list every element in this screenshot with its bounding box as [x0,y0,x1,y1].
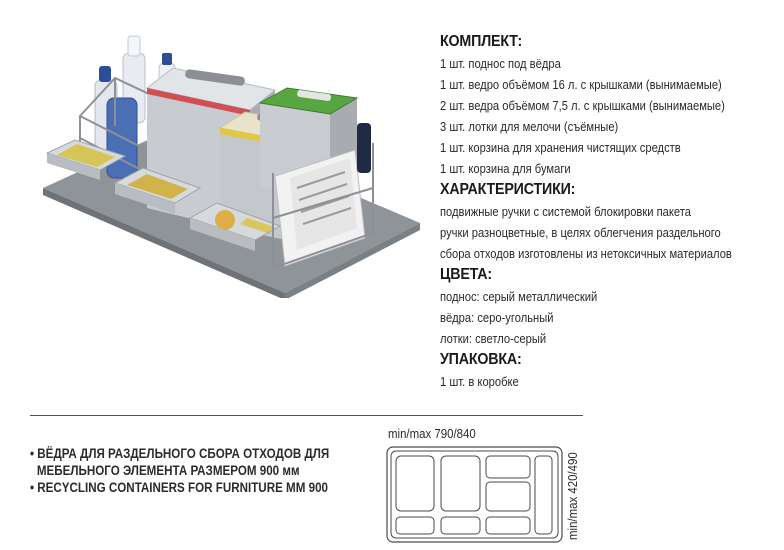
kit-item: 1 шт. корзина для бумаги [440,161,571,176]
product-captions [30,445,390,496]
divider [30,415,583,416]
depth-dimension-label: min/max 420/490 [565,452,580,540]
kit-item: 1 шт. поднос под вёдра [440,56,561,71]
color-item: вёдра: серо-угольный [440,310,554,325]
features-heading: ХАРАКТЕРИСТИКИ: [440,181,576,198]
caption-en: • RECYCLING CONTAINERS FOR FURNITURE MM 900 [30,480,328,495]
kit-heading: КОМПЛЕКТ: [440,33,523,50]
kit-item: 1 шт. ведро объёмом 16 л. с крышками (вынимаемые) [440,77,722,92]
color-item: лотки: светло-серый [440,331,547,346]
width-dimension-label: min/max 790/840 [388,426,476,441]
feature-item: подвижные ручки с системой блокировки пакета [440,204,691,219]
color-item: поднос: серый металлический [440,289,598,304]
feature-item: сбора отходов изготовлены из нетоксичных материалов [440,246,732,261]
colors-heading: ЦВЕТА: [440,266,492,283]
product-photo [35,28,425,298]
caption-ru-line1: • ВЁДРА ДЛЯ РАЗДЕЛЬНОГО СБОРА ОТХОДОВ ДЛЯ [30,446,330,461]
kit-item: 3 шт. лотки для мелочи (съёмные) [440,119,619,134]
packing-heading: УПАКОВКА: [440,351,522,368]
packing-item: 1 шт. в коробке [440,374,519,389]
feature-item: ручки разноцветные, в целях облегчения раздельного [440,225,721,240]
specs-panel [440,31,780,392]
kit-item: 1 шт. корзина для хранения чистящих средств [440,140,681,155]
kit-item: 2 шт. ведра объёмом 7,5 л. с крышками (вынимаемые) [440,98,725,113]
layout-plan-diagram [386,446,563,543]
caption-ru-line2: МЕБЕЛЬНОГО ЭЛЕМЕНТА РАЗМЕРОМ 900 мм [36,463,300,478]
